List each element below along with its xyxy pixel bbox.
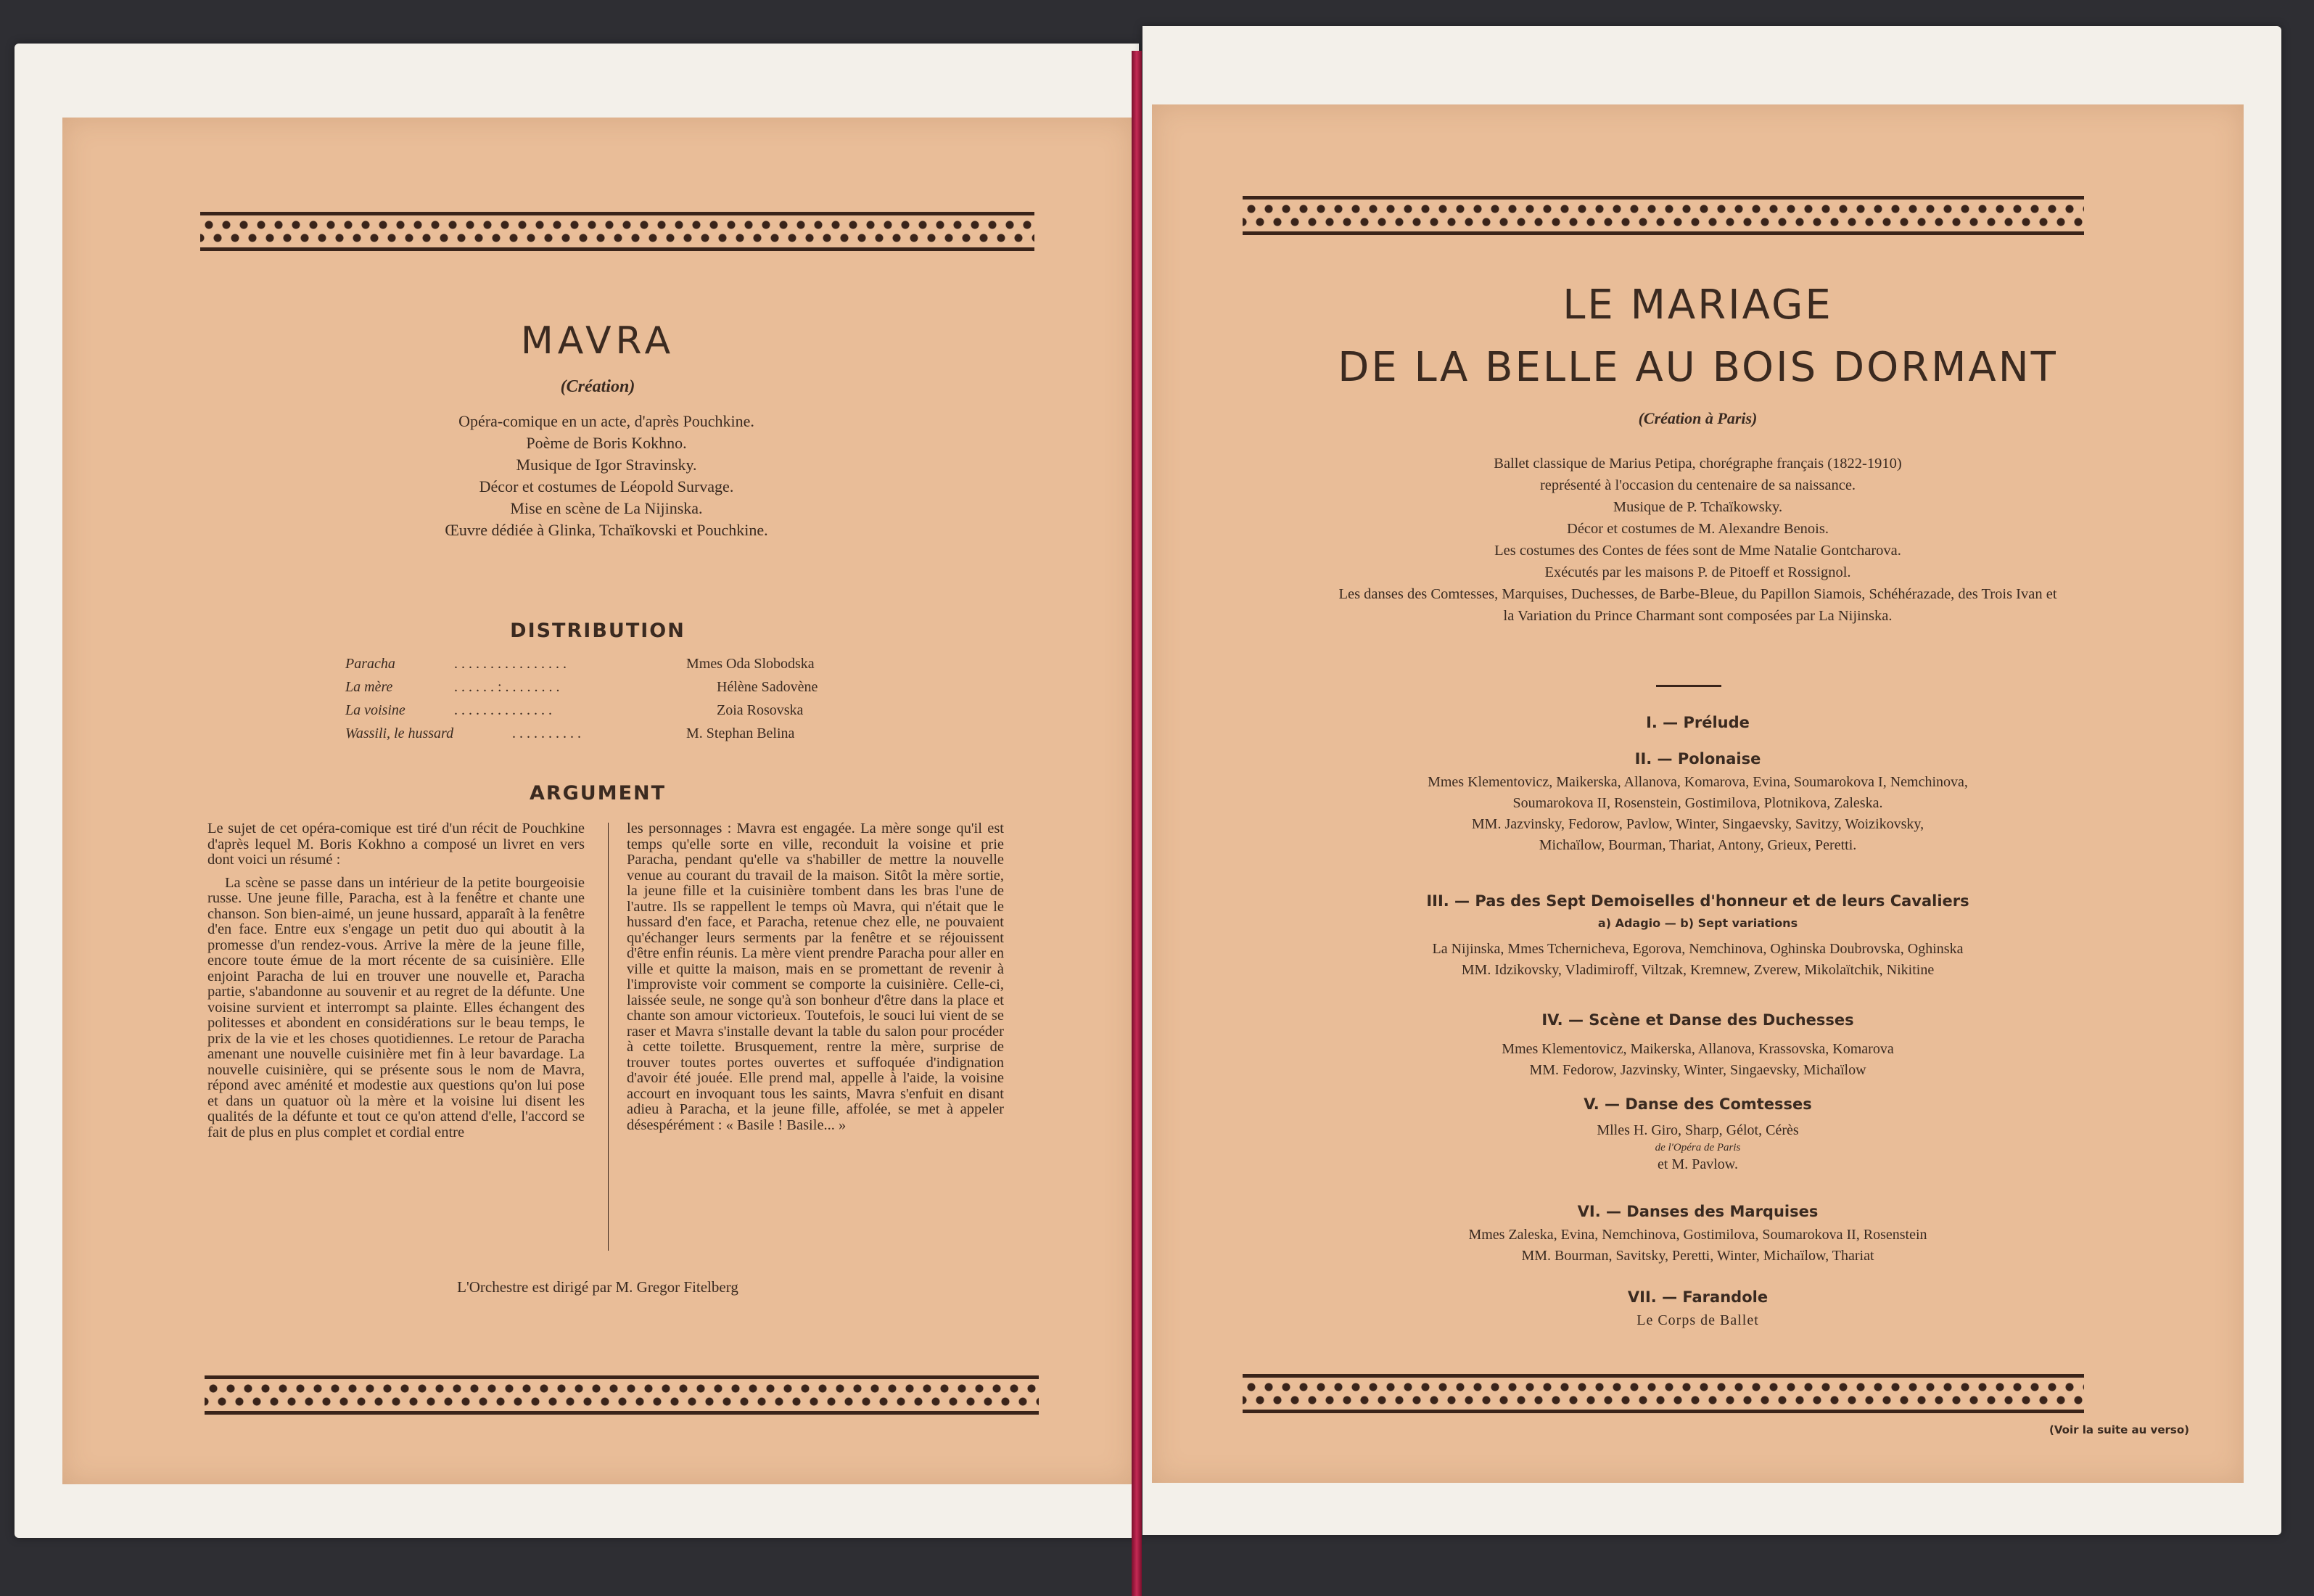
cast-line: et M. Pavlow.	[1658, 1156, 1738, 1172]
mavra-title: MAVRA	[520, 319, 675, 363]
section-heading: I. — Prélude	[1646, 714, 1750, 731]
credit-line: Les costumes des Contes de fées sont de Mme Natalie Gontcharova.	[1494, 543, 1901, 559]
section-subheading: a) Adagio — b) Sept variations	[1597, 916, 1798, 930]
cast: Zoia Rosovska	[717, 702, 804, 718]
role: La voisine	[345, 702, 405, 718]
argument-column-1	[207, 821, 585, 1148]
credit-line: Exécutés par les maisons P. de Pitoeff et Rossignol.	[1544, 564, 1851, 580]
mavra-credits	[244, 411, 969, 541]
role: Paracha	[345, 656, 395, 672]
distribution-heading: DISTRIBUTION	[510, 620, 685, 642]
section-heading: VI. — Danses des Marquises	[1577, 1203, 1819, 1220]
dot-leader: . . . . . . . . . .	[512, 725, 581, 741]
orchestra-credit: L'Orchestre est dirigé par M. Gregor Fitelberg	[457, 1278, 738, 1296]
argument-paragraph: Le sujet de cet opéra-comique est tiré d'un récit de Pouchkine d'après lequel M. Boris Kokhno a composé un livret en vers dont voici un résumé :	[207, 820, 585, 868]
divider-rule	[1656, 685, 1721, 687]
cast-line: Mmes Zaleska, Evina, Nemchinova, Gostimilova, Soumarokova II, Rosenstein	[1468, 1227, 1927, 1243]
bottom-ornament-border	[205, 1375, 1039, 1415]
section-comtesses	[1152, 1095, 2244, 1175]
column-divider	[608, 823, 609, 1251]
credit-line: Opéra-comique en un acte, d'après Pouchkine.	[458, 412, 754, 430]
argument-paragraph: La scène se passe dans un intérieur de la petite bourgeoisie russe. Une jeune fille, Paracha, est à la fenêtre et chante une chanson. Son bien-aimé, un jeune hussard, apparaît à la fenêtre d'en face. Entre eux s'engage un petit duo qui aboutit à la promesse d'un rendez-vous. Arrive la mère de la jeune fille, encore toute émue de la mort récente de sa cuisinière. Elle enjoint Paracha de lui en trouver une nouvelle et, Paracha partie, s'abandonne au souvenir et au regret de la défunte. Une voisine survient et interrompt sa plainte. Elles échangent des politesses et abondent en considérations sur le beau temps, le prix de la vie et les choses quotidiennes. Le retour de Paracha amenant une nouvelle cuisinière met fin à leur bavardage. La nouvelle cuisinière, qui se présente sous le nom de Mavra, répond avec aménité et modestie aux questions qu'on lui pose et dans un quatuor où la mère et la voisine lui disent les qualités de la défunte et tout ce qu'on attend d'elle, l'accord se fait de plus en plus complet et cordial entre	[207, 874, 585, 1140]
dot-leader: . . . . . . : . . . . . . . .	[454, 679, 560, 695]
section-pas-des-sept	[1152, 892, 2244, 981]
cast-line: MM. Fedorow, Jazvinsky, Winter, Singaevsky, Michaïlow	[1529, 1062, 1866, 1078]
cast-line: MM. Idzikovsky, Vladimiroff, Viltzak, Kremnew, Zverew, Mikolaïtchik, Nikitine	[1461, 962, 1935, 978]
mavra-subtitle: (Création)	[560, 377, 635, 396]
right-program-sheet	[1152, 104, 2244, 1483]
cast: Mmes Oda Slobodska	[686, 656, 815, 672]
cast-line: Soumarokova II, Rosenstein, Gostimilova, Plotnikova, Zaleska.	[1512, 795, 1883, 811]
section-heading: V. — Danse des Comtesses	[1584, 1095, 1812, 1113]
credit-line: représenté à l'occasion du centenaire de sa naissance.	[1539, 477, 1856, 493]
cast-line: Michaïlow, Bourman, Thariat, Antony, Grieux, Peretti.	[1539, 837, 1857, 853]
cast-line: Mlles H. Giro, Sharp, Gélot, Cérès	[1597, 1122, 1799, 1138]
section-heading: IV. — Scène et Danse des Duchesses	[1541, 1011, 1854, 1029]
cast-note: de l'Opéra de Paris	[1655, 1142, 1741, 1153]
ballet-credits	[1195, 453, 2200, 627]
cast-line: Le Corps de Ballet	[1636, 1312, 1759, 1328]
section-heading: III. — Pas des Sept Demoiselles d'honneur et de leurs Cavaliers	[1426, 892, 1969, 910]
credit-line: Œuvre dédiée à Glinka, Tchaïkovski et Pouchkine.	[445, 521, 768, 539]
dot-leader: . . . . . . . . . . . . . .	[454, 702, 552, 718]
bottom-ornament-border	[1243, 1374, 2084, 1413]
cast-line: MM. Jazvinsky, Fedorow, Pavlow, Winter, Singaevsky, Savitzy, Woizikovsky,	[1471, 816, 1924, 832]
cast: Hélène Sadovène	[717, 679, 818, 695]
verso-note: (Voir la suite au verso)	[2049, 1423, 2189, 1436]
ballet-title-line1: LE MARIAGE	[1562, 281, 1833, 329]
section-heading: II. — Polonaise	[1634, 750, 1761, 768]
top-ornament-border	[1243, 196, 2084, 235]
section-marquises	[1152, 1203, 2244, 1267]
section-polonaise	[1152, 750, 2244, 856]
dot-leader: . . . . . . . . . . . . . . . .	[454, 656, 567, 672]
credit-line: la Variation du Prince Charmant sont composées par La Nijinska.	[1503, 608, 1893, 624]
cast-line: Mmes Klementovicz, Maikerska, Allanova, Krassovska, Komarova	[1502, 1041, 1894, 1057]
argument-heading: ARGUMENT	[529, 782, 667, 805]
credit-line: Musique de P. Tchaïkowsky.	[1613, 499, 1783, 515]
credit-line: Poème de Boris Kokhno.	[526, 434, 687, 452]
left-program-sheet	[62, 118, 1133, 1484]
cast: M. Stephan Belina	[686, 725, 795, 741]
credit-line: Musique de Igor Stravinsky.	[516, 456, 697, 474]
credit-line: Ballet classique de Marius Petipa, chorégraphe français (1822-1910)	[1494, 456, 1902, 472]
section-duchesses	[1152, 1011, 2244, 1081]
section-prelude	[1152, 714, 2244, 732]
ballet-title-line2: DE LA BELLE AU BOIS DORMANT	[1338, 344, 2058, 391]
credit-line: Les danses des Comtesses, Marquises, Duchesses, de Barbe-Bleue, du Papillon Siamois, Schéhérazade, des Trois Ivan et	[1338, 586, 2057, 602]
role: La mère	[345, 679, 393, 695]
argument-paragraph: les personnages : Mavra est engagée. La mère songe qu'il est temps qu'elle sorte en ville, reconduit la voisine et prie Paracha, pendant qu'elle va s'habiller de mettre la nouvelle venue au courant du travail de la maison. Sitôt la mère sortie, la jeune fille et la cuisinière tombent dans les bras l'une de l'autre. Ils se rappellent le temps où Mavra, qui n'était que le hussard d'en face, et Paracha, retenue chez elle, ne pouvaient qu'échanger leurs serments par la fenêtre et se réjouissent d'être enfin réunis. La mère vient prendre Paracha pour aller en ville et quitte la maison, mais en se promettant de revenir à l'improviste voir comment se comporte la cuisinière. Celle-ci, laissée seule, ne songe qu'à son bonheur d'être dans la place et chante son amour victorieux. Toutefois, le souci lui vient de se raser et Mavra s'installe devant la table du salon pour procéder à cette toilette. Brusquement, rentre la mère, surprise de trouver toutes portes ouvertes et suffoquée d'indignation d'avoir été jouée. Elle prend mal, appelle à l'aide, la voisine accourt en invoquant tous les saints, Mavra s'enfuit en disant adieu à Paracha, et la jeune fille, affolée, se met à appeler désespérément : « Basile ! Basile... »	[627, 820, 1004, 1133]
distribution-table	[345, 656, 998, 757]
cast-line: Mmes Klementovicz, Maikerska, Allanova, Komarova, Evina, Soumarokova I, Nemchinova,	[1428, 774, 1968, 790]
credit-line: Décor et costumes de Léopold Survage.	[479, 477, 734, 495]
role: Wassili, le hussard	[345, 725, 454, 741]
top-ornament-border	[200, 212, 1034, 251]
credit-line: Mise en scène de La Nijinska.	[510, 499, 703, 517]
cast-line: La Nijinska, Mmes Tchernicheva, Egorova, Nemchinova, Oghinska Doubrovska, Oghinska	[1432, 941, 1964, 957]
cast-line: MM. Bourman, Savitsky, Peretti, Winter, Michaïlow, Thariat	[1521, 1248, 1874, 1264]
section-heading: VII. — Farandole	[1627, 1288, 1769, 1306]
section-farandole	[1152, 1288, 2244, 1331]
argument-column-2	[627, 821, 1004, 1140]
credit-line: Décor et costumes de M. Alexandre Benois.	[1567, 521, 1829, 537]
ballet-subtitle: (Création à Paris)	[1638, 409, 1758, 427]
binding-cord	[1132, 51, 1142, 1596]
